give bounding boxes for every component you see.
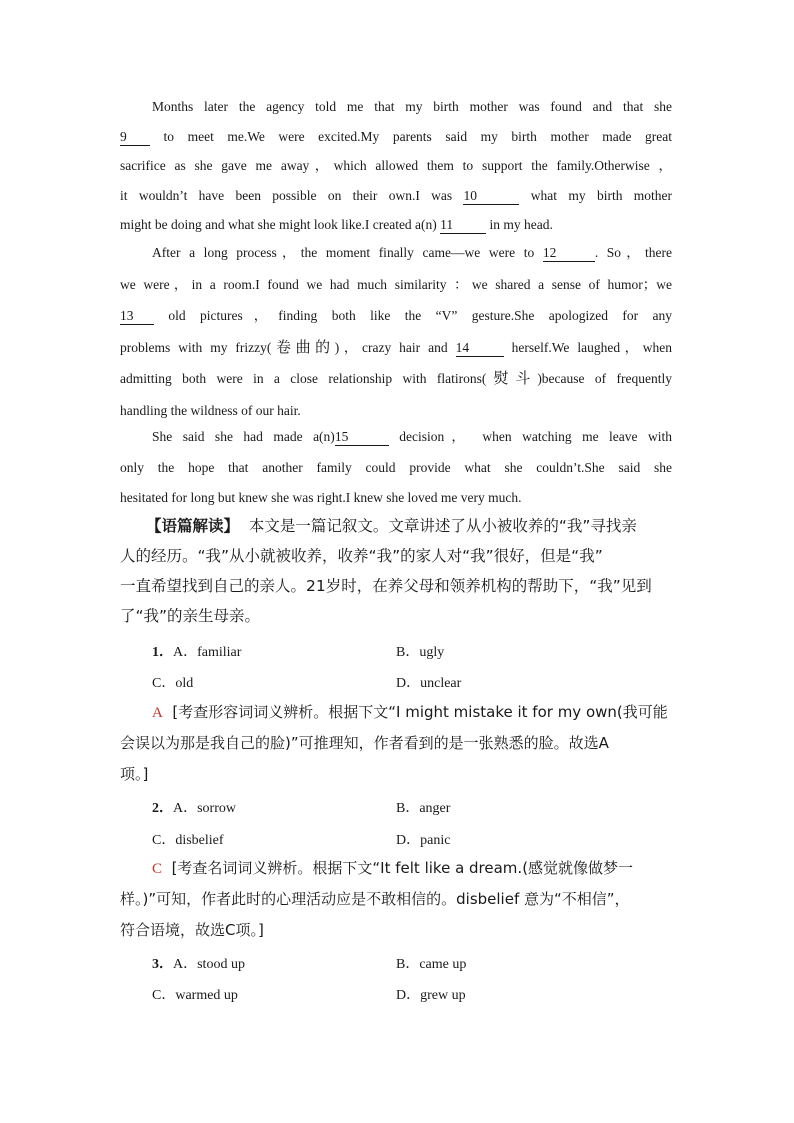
passage-line: 13 old pictures，finding both like the “V” gesture.She apologized for any <box>120 308 672 323</box>
question-1-option-b: B．ugly <box>396 645 445 660</box>
passage-line: After a long process，the moment finally came—we were to 12 . So，there <box>152 245 672 260</box>
passage-paragraph-2 <box>120 238 672 425</box>
passage-line: Months later the agency told me that my birth mother was found and that she <box>152 99 672 114</box>
question-2-option-d: D．panic <box>396 833 451 848</box>
blank-10: 10 <box>463 188 519 205</box>
blank-12: 12 <box>543 245 595 262</box>
question-3-option-b: B．came up <box>396 957 467 972</box>
passage-line: it wouldn’t have been possible on their own.I was 10 what my birth mother <box>120 187 673 203</box>
question-1-option-d: D．unclear <box>396 676 462 691</box>
blank-15: 15 <box>335 429 389 446</box>
passage-paragraph-3 <box>120 422 672 513</box>
blank-11: 11 <box>440 217 486 234</box>
passage-line: admitting both were in a close relationship with flatirons(熨斗)because of frequently <box>120 369 672 387</box>
question-3-option-d: D．grew up <box>396 988 466 1003</box>
passage-line: only the hope that another family could provide what she couldn’t.She said she <box>120 459 672 475</box>
analysis-line: 了“我”的亲生母亲。 <box>120 607 261 625</box>
blank-13: 13 <box>120 308 154 325</box>
question-2-answer: C <box>152 861 163 877</box>
question-2-option-c: C．disbelief <box>152 833 224 848</box>
question-2-option-a: 2．A．sorrow <box>152 801 236 816</box>
passage-line: might be doing and what she might look like.I created a(n) 11 in my head. <box>120 217 553 232</box>
passage-analysis <box>120 511 680 631</box>
blank-14: 14 <box>456 340 504 357</box>
analysis-line: 人的经历。“我”从小就被收养，收养“我”的家人对“我”很好，但是“我” <box>120 547 603 565</box>
analysis-label: 【语篇解读】 <box>146 517 240 535</box>
question-2-explanation: C [考查名词词义辨析。根据下文“It felt like a dream.(感觉就像做梦一 样。)”可知，作者此时的心理活动应是不敢相信的。disbelief 意为“不相信”， 符合语境，故选C项。] <box>120 859 634 939</box>
passage-line: hesitated for long but knew she was right.I knew she loved me very much. <box>120 490 522 505</box>
question-1-option-c: C．old <box>152 676 194 691</box>
passage-paragraph-1 <box>120 92 672 240</box>
question-3-option-a: 3．A．stood up <box>152 957 245 972</box>
passage-line: She said she had made a(n)15 decision， when watching me leave with <box>152 429 673 444</box>
question-1-explanation: A [考查形容词词义辨析。根据下文“I might mistake it for my own(我可能 会误以为那是我自己的脸)”可推理知，作者看到的是一张熟悉的脸。故选A 项。] <box>120 703 668 783</box>
passage-line: sacrifice as she gave me away，which allowed them to support the family.Otherwise ， <box>120 158 672 173</box>
question-1-option-a: 1．A．familiar <box>152 645 242 660</box>
question-3-option-c: C．warmed up <box>152 988 238 1003</box>
question-2-option-b: B．anger <box>396 801 451 816</box>
blank-9: 9 <box>120 129 150 146</box>
passage-line: handling the wildness of our hair. <box>120 402 301 418</box>
passage-line: we were，in a room.I found we had much similarity ：we shared a sense of humor；we <box>120 276 672 292</box>
question-1-answer: A <box>152 705 163 721</box>
analysis-line: 一直希望找到自己的亲人。21岁时，在养父母和领养机构的帮助下，“我”见到 <box>120 577 652 595</box>
passage-line: 9 to meet me.We were excited.My parents said my birth mother made great <box>120 128 672 144</box>
passage-line: problems with my frizzy(卷曲的)，crazy hair and 14 herself.We laughed，when <box>120 337 673 356</box>
analysis-line: 【语篇解读】 本文是一篇记叙文。文章讲述了从小被收养的“我”寻找亲 <box>146 517 637 535</box>
